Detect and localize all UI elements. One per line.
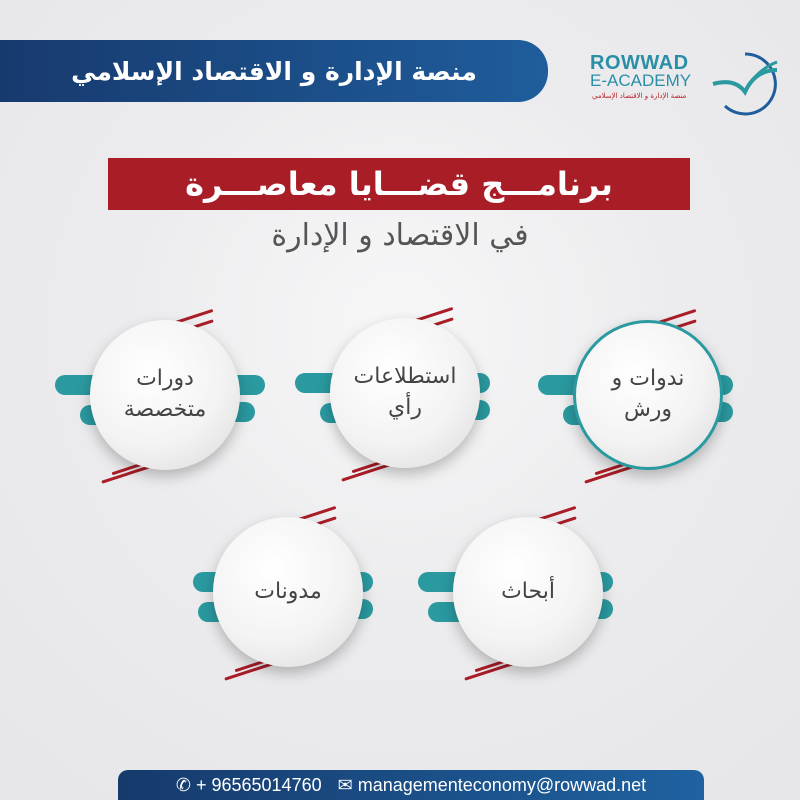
logo-line2: E-ACADEMY: [590, 71, 692, 90]
logo-line1: ROWWAD: [590, 52, 689, 74]
item-seminars-workshops: [573, 320, 723, 470]
item-label: دورات متخصصة: [123, 366, 207, 422]
item-opinion-polls: [330, 318, 480, 468]
logo-line3: منصة الإدارة و الاقتصاد الإسلامي: [592, 92, 687, 100]
contact-bar: [118, 770, 704, 800]
rowwad-logo: [590, 52, 790, 112]
contact-email[interactable]: [338, 775, 647, 796]
program-subtitle: في الاقتصاد و الإدارة: [271, 218, 529, 253]
item-label: ندوات و ورش: [611, 366, 685, 422]
platform-title-banner: [0, 40, 548, 102]
contact-phone[interactable]: [176, 775, 322, 796]
open-book-icon: [705, 48, 785, 116]
platform-title: منصة الإدارة و الاقتصاد الإسلامي: [71, 56, 477, 86]
item-label: مدونات: [254, 578, 322, 604]
mail-icon: ✉: [337, 774, 353, 795]
email-address: managementeconomy@rowwad.net: [357, 774, 647, 795]
item-label: أبحاث: [501, 578, 555, 604]
program-title: [108, 158, 690, 210]
item-blogs: [213, 517, 363, 667]
item-research: [453, 517, 603, 667]
phone-icon: ✆: [175, 774, 191, 795]
item-label: استطلاعات رأي: [353, 364, 457, 420]
phone-number: + 96565014760: [195, 774, 322, 795]
item-specialized-courses: [90, 320, 240, 470]
program-title-text: برنامـــج قضـــايا معاصـــرة: [185, 165, 613, 203]
